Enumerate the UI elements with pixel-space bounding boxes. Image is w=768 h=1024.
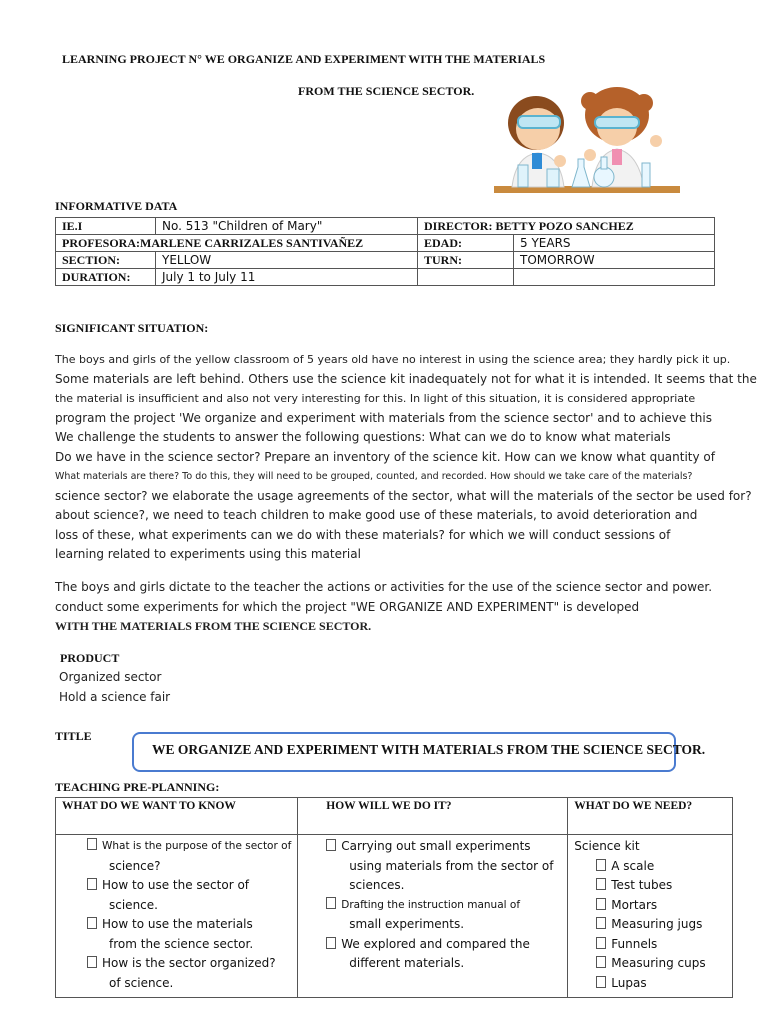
- list-item: using materials from the sector of: [349, 858, 554, 873]
- ie-label: IE.I: [56, 218, 156, 235]
- list-item: different materials.: [349, 956, 465, 970]
- situation-line: science sector? we elaborate the usage agreements of the sector, what will the materials of the sector be used for?: [55, 488, 752, 503]
- situation-line: Some materials are left behind. Others use the science kit inadequately not for what it is intended. It seems that the: [55, 371, 757, 386]
- table-row: [56, 218, 715, 235]
- list-item: Lupas: [574, 974, 726, 994]
- empty-cell: [514, 269, 715, 286]
- scientists-illustration: [492, 83, 682, 205]
- table-row: [56, 835, 733, 998]
- empty-cell: [418, 269, 514, 286]
- list-item: of science.: [109, 975, 174, 990]
- list-item: Drafting the instruction manual of: [304, 896, 561, 916]
- situation-line: program the project 'We organize and experiment with materials from the science sector' and to achieve this: [55, 410, 712, 425]
- situation-line: learning related to experiments using this material: [55, 547, 361, 561]
- checkbox-icon: [596, 937, 606, 949]
- table-row: [56, 252, 715, 269]
- checkbox-icon: [326, 937, 336, 949]
- situation-line: The boys and girls dictate to the teacher the actions or activities for the use of the science sector and power.: [55, 580, 713, 594]
- checkbox-icon: [87, 956, 97, 968]
- situation-paragraph-2: [55, 578, 712, 637]
- column-header-know: WHAT DO WE WANT TO KNOW: [56, 798, 298, 835]
- list-item: Carrying out small experiments: [304, 837, 561, 857]
- situation-line: about science?, we need to teach children to make good use of these materials, to avoid deterioration and: [55, 508, 698, 522]
- situation-line: Do we have in the science sector? Prepare an inventory of the science kit. How can we know what quantity of: [55, 449, 715, 464]
- ie-value: No. 513 "Children of Mary": [156, 218, 418, 235]
- product-heading: PRODUCT: [60, 651, 120, 665]
- situation-line: The boys and girls of the yellow classroom of 5 years old have no interest in using the science area; they hardly pick it up.: [55, 353, 731, 366]
- section-value: YELLOW: [156, 252, 418, 269]
- planning-heading: TEACHING PRE-PLANNING:: [55, 780, 220, 794]
- how-cell: [298, 835, 568, 998]
- checkbox-icon: [596, 976, 606, 988]
- table-header-row: [56, 798, 733, 835]
- checkbox-icon: [596, 898, 606, 910]
- product-item: Organized sector: [59, 670, 162, 684]
- list-item: Test tubes: [574, 876, 726, 896]
- list-item: sciences.: [349, 878, 405, 892]
- project-title-line2: FROM THE SCIENCE SECTOR.: [298, 84, 475, 98]
- table-row: [56, 269, 715, 286]
- checkbox-icon: [87, 917, 97, 929]
- list-item: Measuring cups: [574, 954, 726, 974]
- checkbox-icon: [326, 897, 336, 909]
- duration-label: DURATION:: [56, 269, 156, 286]
- title-label: TITLE: [55, 729, 92, 743]
- list-item: What is the purpose of the sector of: [62, 837, 291, 857]
- project-title-line1: LEARNING PROJECT N° WE ORGANIZE AND EXPERIMENT WITH THE MATERIALS: [62, 52, 546, 66]
- list-item: Science kit: [574, 839, 640, 853]
- list-item: from the science sector.: [109, 936, 254, 951]
- informative-table: [55, 217, 715, 286]
- list-item: Mortars: [574, 896, 726, 916]
- checkbox-icon: [87, 878, 97, 890]
- director-label: DIRECTOR: BETTY POZO SANCHEZ: [418, 218, 715, 235]
- planning-table: [55, 797, 733, 998]
- list-item: A scale: [574, 857, 726, 877]
- checkbox-icon: [596, 859, 606, 871]
- list-item: How is the sector organized?: [62, 954, 291, 974]
- checkbox-icon: [87, 838, 97, 850]
- informative-heading: INFORMATIVE DATA: [55, 199, 178, 213]
- situation-line: We challenge the students to answer the following questions: What can we do to know what materials: [55, 430, 671, 444]
- situation-paragraph: [55, 350, 757, 565]
- checkbox-icon: [596, 878, 606, 890]
- checkbox-icon: [596, 917, 606, 929]
- list-item: We explored and compared the: [304, 935, 561, 955]
- know-cell: [56, 835, 298, 998]
- profesora-label: PROFESORA:MARLENE CARRIZALES SANTIVAÑEZ: [56, 235, 418, 252]
- situation-heading: SIGNIFICANT SITUATION:: [55, 321, 209, 335]
- list-item: small experiments.: [349, 917, 465, 931]
- list-item: science?: [109, 858, 161, 873]
- column-header-need: WHAT DO WE NEED?: [568, 798, 733, 835]
- list-item: Funnels: [574, 935, 726, 955]
- edad-value: 5 YEARS: [514, 235, 715, 252]
- list-item: How to use the sector of: [62, 876, 291, 896]
- duration-value: July 1 to July 11: [156, 269, 418, 286]
- list-item: Measuring jugs: [574, 915, 726, 935]
- situation-line: WITH THE MATERIALS FROM THE SCIENCE SECTOR.: [55, 619, 372, 633]
- list-item: science.: [109, 897, 158, 912]
- situation-line: What materials are there? To do this, they will need to be grouped, counted, and recorded. How should we take care of the materials?: [55, 471, 693, 482]
- situation-line: conduct some experiments for which the project "WE ORGANIZE AND EXPERIMENT" is developed: [55, 599, 640, 614]
- turn-value: TOMORROW: [514, 252, 715, 269]
- checkbox-icon: [326, 839, 336, 851]
- project-title-text: WE ORGANIZE AND EXPERIMENT WITH MATERIALS FROM THE SCIENCE SECTOR.: [152, 742, 706, 757]
- list-item: How to use the materials: [62, 915, 291, 935]
- section-label: SECTION:: [56, 252, 156, 269]
- checkbox-icon: [596, 956, 606, 968]
- need-cell: [568, 835, 733, 998]
- situation-line: loss of these, what experiments can we do with these materials? for which we will conduct sessions of: [55, 527, 671, 542]
- edad-label: EDAD:: [418, 235, 514, 252]
- turn-label: TURN:: [418, 252, 514, 269]
- product-item: Hold a science fair: [59, 690, 171, 704]
- column-header-how: HOW WILL WE DO IT?: [298, 798, 568, 835]
- situation-line: the material is insufficient and also not very interesting for this. In light of this situation, it is considered appropriate: [55, 392, 696, 405]
- table-row: [56, 235, 715, 252]
